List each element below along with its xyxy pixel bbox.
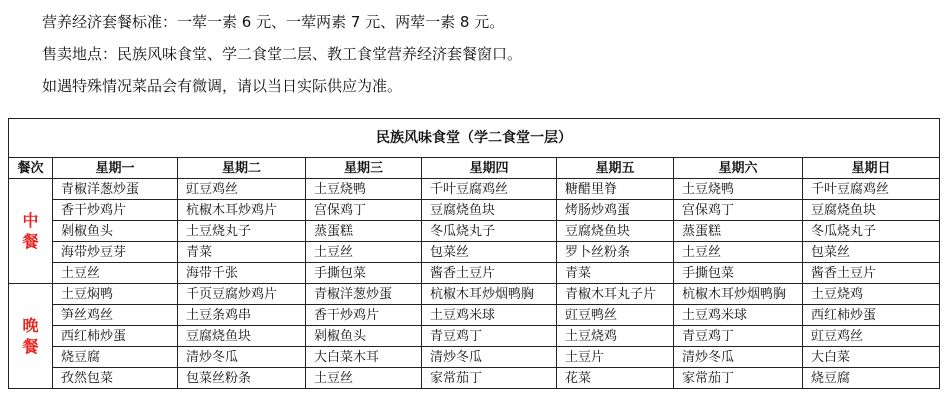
lunch-label-char: 餐 <box>22 232 39 251</box>
lunch-dish-friday: 烤肠炒鸡蛋 <box>557 200 674 221</box>
dinner-dish-saturday: 家常茄丁 <box>674 368 803 389</box>
meal-column-header: 餐次 <box>9 158 53 179</box>
dinner-row <box>9 326 940 347</box>
intro-text <box>42 9 522 105</box>
lunch-row <box>9 200 940 221</box>
dinner-dish-saturday: 清炒冬瓜 <box>674 347 803 368</box>
dinner-dish-tuesday: 包菜丝粉条 <box>178 368 306 389</box>
dinner-dish-thursday: 杭椒木耳炒烟鸭胸 <box>422 284 557 305</box>
lunch-row <box>9 242 940 263</box>
adjustment-notice-text: 如遇特殊情况菜品会有微调，请以当日实际供应为准。 <box>42 77 403 95</box>
dinner-dish-thursday: 清炒冬瓜 <box>422 347 557 368</box>
dinner-dish-monday: 孜然包菜 <box>53 368 178 389</box>
dinner-dish-monday: 笋丝鸡丝 <box>53 305 178 326</box>
lunch-dish-thursday: 千叶豆腐鸡丝 <box>422 179 557 200</box>
lunch-dish-sunday: 酱香土豆片 <box>803 263 940 284</box>
lunch-dish-friday: 豆腐烧鱼块 <box>557 221 674 242</box>
dinner-dish-thursday: 家常茄丁 <box>422 368 557 389</box>
dinner-label <box>9 284 53 389</box>
price-standard-text: 营养经济套餐标准：一荤一素 6 元、一荤两素 7 元、两荤一素 8 元。 <box>42 13 505 31</box>
lunch-dish-saturday: 手撕包菜 <box>674 263 803 284</box>
day-header-wednesday: 星期三 <box>306 158 422 179</box>
dinner-dish-wednesday: 土豆丝 <box>306 368 422 389</box>
day-header-friday: 星期五 <box>557 158 674 179</box>
lunch-dish-tuesday: 青菜 <box>178 242 306 263</box>
lunch-dish-wednesday: 土豆丝 <box>306 242 422 263</box>
dinner-dish-sunday: 烧豆腐 <box>803 368 940 389</box>
dinner-dish-thursday: 土豆鸡米球 <box>422 305 557 326</box>
dinner-dish-monday: 烧豆腐 <box>53 347 178 368</box>
dinner-row <box>9 305 940 326</box>
lunch-label <box>9 179 53 284</box>
lunch-dish-saturday: 土豆丝 <box>674 242 803 263</box>
dinner-row <box>9 368 940 389</box>
lunch-dish-tuesday: 海带千张 <box>178 263 306 284</box>
lunch-dish-wednesday: 蒸蛋糕 <box>306 221 422 242</box>
dinner-dish-wednesday: 剁椒鱼头 <box>306 326 422 347</box>
dinner-dish-friday: 青椒木耳丸子片 <box>557 284 674 305</box>
weekly-menu-table <box>8 118 940 389</box>
lunch-dish-friday: 青菜 <box>557 263 674 284</box>
table-title: 民族风味食堂（学二食堂一层） <box>9 119 940 158</box>
lunch-dish-monday: 香干炒鸡片 <box>53 200 178 221</box>
dinner-dish-monday: 西红柿炒蛋 <box>53 326 178 347</box>
dinner-dish-wednesday: 大白菜木耳 <box>306 347 422 368</box>
dinner-label-char: 晚 <box>22 316 39 335</box>
lunch-dish-sunday: 豆腐烧鱼块 <box>803 200 940 221</box>
lunch-dish-sunday: 千叶豆腐鸡丝 <box>803 179 940 200</box>
dinner-dish-sunday: 豇豆鸡丝 <box>803 326 940 347</box>
dinner-dish-tuesday: 千页豆腐炒鸡片 <box>178 284 306 305</box>
lunch-dish-wednesday: 土豆烧鸭 <box>306 179 422 200</box>
dinner-dish-monday: 土豆焖鸭 <box>53 284 178 305</box>
dinner-dish-saturday: 青豆鸡丁 <box>674 326 803 347</box>
lunch-dish-monday: 海带炒豆芽 <box>53 242 178 263</box>
dinner-row <box>9 347 940 368</box>
dinner-dish-friday: 土豆烧鸡 <box>557 326 674 347</box>
lunch-dish-thursday: 包菜丝 <box>422 242 557 263</box>
lunch-dish-friday: 糖醋里脊 <box>557 179 674 200</box>
lunch-dish-wednesday: 手撕包菜 <box>306 263 422 284</box>
lunch-dish-thursday: 冬瓜烧丸子 <box>422 221 557 242</box>
lunch-dish-sunday: 包菜丝 <box>803 242 940 263</box>
dinner-dish-sunday: 土豆烧鸡 <box>803 284 940 305</box>
dinner-dish-friday: 土豆片 <box>557 347 674 368</box>
lunch-row <box>9 263 940 284</box>
dinner-dish-tuesday: 清炒冬瓜 <box>178 347 306 368</box>
day-header-monday: 星期一 <box>53 158 178 179</box>
lunch-label-char: 中 <box>22 211 39 230</box>
lunch-dish-monday: 青椒洋葱炒蛋 <box>53 179 178 200</box>
lunch-dish-wednesday: 宫保鸡丁 <box>306 200 422 221</box>
lunch-row <box>9 179 940 200</box>
day-header-sunday: 星期日 <box>803 158 940 179</box>
lunch-dish-tuesday: 土豆烧丸子 <box>178 221 306 242</box>
lunch-dish-saturday: 宫保鸡丁 <box>674 200 803 221</box>
lunch-dish-thursday: 酱香土豆片 <box>422 263 557 284</box>
lunch-dish-saturday: 土豆烧鸭 <box>674 179 803 200</box>
dinner-dish-friday: 花菜 <box>557 368 674 389</box>
dinner-row <box>9 284 940 305</box>
lunch-dish-monday: 土豆丝 <box>53 263 178 284</box>
day-header-tuesday: 星期二 <box>178 158 306 179</box>
dinner-dish-wednesday: 青椒洋葱炒蛋 <box>306 284 422 305</box>
lunch-dish-tuesday: 豇豆鸡丝 <box>178 179 306 200</box>
lunch-dish-friday: 罗卜丝粉条 <box>557 242 674 263</box>
sales-location-text: 售卖地点：民族风味食堂、学二食堂二层、教工食堂营养经济套餐窗口。 <box>42 45 523 63</box>
lunch-dish-sunday: 冬瓜烧丸子 <box>803 221 940 242</box>
dinner-label-char: 餐 <box>22 337 39 356</box>
dinner-dish-sunday: 西红柿炒蛋 <box>803 305 940 326</box>
lunch-dish-saturday: 蒸蛋糕 <box>674 221 803 242</box>
day-header-saturday: 星期六 <box>674 158 803 179</box>
dinner-dish-tuesday: 豆腐烧鱼块 <box>178 326 306 347</box>
lunch-dish-tuesday: 杭椒木耳炒鸡片 <box>178 200 306 221</box>
dinner-dish-saturday: 杭椒木耳炒烟鸭胸 <box>674 284 803 305</box>
dinner-dish-friday: 豇豆鸭丝 <box>557 305 674 326</box>
dinner-dish-sunday: 大白菜 <box>803 347 940 368</box>
lunch-row <box>9 221 940 242</box>
dinner-dish-wednesday: 香干炒鸡片 <box>306 305 422 326</box>
lunch-dish-monday: 剁椒鱼头 <box>53 221 178 242</box>
dinner-dish-saturday: 土豆鸡米球 <box>674 305 803 326</box>
table-header-row <box>9 158 940 179</box>
dinner-dish-thursday: 青豆鸡丁 <box>422 326 557 347</box>
dinner-dish-tuesday: 土豆条鸡串 <box>178 305 306 326</box>
lunch-dish-thursday: 豆腐烧鱼块 <box>422 200 557 221</box>
day-header-thursday: 星期四 <box>422 158 557 179</box>
